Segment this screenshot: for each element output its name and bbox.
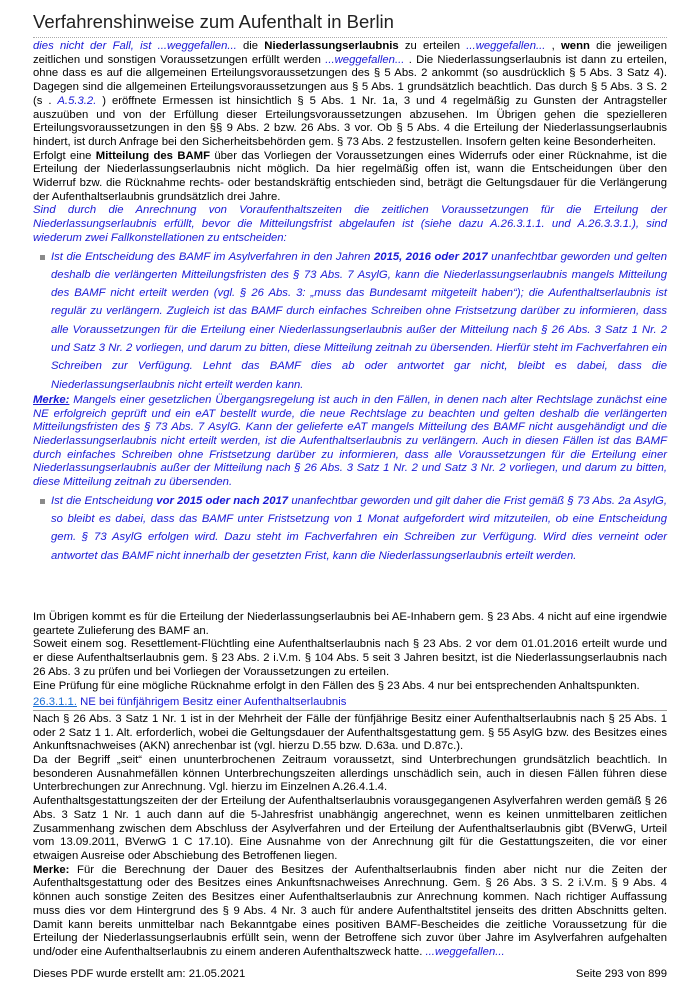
- merke-note-2: Merke: Für die Berechnung der Dauer des Besitzes der Aufenthaltserlaubnis finden aber nicht nur die Zeiten der Aufenthaltsgestattung oder des Besitzes eines Ankunftsnachweises Anrechnung. Gem. § 26 Abs. 3 S. 2 i.V.m. § 9 Abs. 4 können auch sonstige Zeiten des Besitzes einer Aufenthaltserlaubnis zur Anrechnung kommen. Nach richtiger Auffassung muss dies vor dem Hintergrund des § 9 Abs. 4 Nr. 3 auch für andere Aufenthaltstitel jenseits des dritten Abschnitts gelten. Damit kann bereits unmittelbar nach Bekanntgabe eines positiven BAMF-Bescheides die zeitliche Voraussetzung für die Erteilung der Niederlassungserlaubnis erfüllt sein, wenn der Betroffene sich zuvor über Jahre im Asylverfahren aufgehalten und/oder eine Aufenthaltserlaubnis zu einem anderen Aufenthaltszweck hatte. ...weggefallen...: [33, 863, 667, 958]
- paragraph-2: Erfolgt eine Mitteilung des BAMF über das Vorliegen der Voraussetzungen eines Widerrufs oder einer Rücknahme, ist die Erteilung der Niederlassungserlaubnis nicht möglich. Da hier regelmäßig offen ist, wann die Entscheidungen über den Widerruf bzw. die Rücknahme rechts- oder bestandskräftig entschieden sind, beträgt die Geltungsdauer für die Verlängerung der Aufenthaltserlaubnis grundsätzlich drei Jahre.: [33, 149, 667, 203]
- paragraph-7: Nach § 26 Abs. 3 Satz 1 Nr. 1 ist in der Mehrheit der Fälle der fünfjährige Besitz einer Aufenthaltserlaubnis nach § 25 Abs. 1 oder 2 Satz 1 1. Alt. erforderlich, wobei die Geltungsdauer der Aufenthaltsgestattung gem. § 55 AsylG bzw. des Besitzes eines Ankunftsnachweises (AKN) anrechenbar ist (vgl. hierzu D.55 bzw. D.63a. und D.87c.).: [33, 712, 667, 753]
- section-heading: [33, 696, 667, 711]
- paragraph-8: Da der Begriff „seit“ einen ununterbrochenen Zeitraum voraussetzt, sind Unterbrechungen grundsätzlich beachtlich. In besonderen Ausnahmefällen können Unterbrechungszeiten allerdings unschädlich sein, auch in diesen Fällen führen diese Unterbrechungen zur Anrechnung. Vgl. hierzu im Einzelnen A.26.4.1.4.: [33, 754, 667, 794]
- weggefallen-link-4[interactable]: ...weggefallen...: [425, 945, 505, 958]
- section-number-link[interactable]: 26.3.1.1.: [33, 696, 77, 709]
- merke-label: Merke:: [33, 393, 70, 406]
- paragraph-3: Sind durch die Anrechnung von Voraufenthaltszeiten die zeitlichen Voraussetzungen für die Erteilung der Niederlassungserlaubnis erfüllt, bevor die Mitteilungsfrist abgelaufen ist (siehe dazu A.26.3.1.1. und A.26.3.3.1.), sind wiederum zwei Fallkonstellationen zu entscheiden:: [33, 204, 667, 244]
- reference-link-a532[interactable]: A.5.3.2.: [57, 94, 97, 107]
- case-list-2: [33, 492, 667, 565]
- page-footer: [33, 968, 667, 982]
- paragraph-6: Eine Prüfung für eine mögliche Rücknahme erfolgt in den Fällen des § 23 Abs. 4 nur bei entsprechenden Anhaltspunkten.: [33, 679, 640, 692]
- weggefallen-link-3[interactable]: ...weggefallen...: [325, 53, 405, 66]
- pdf-created-date: Dieses PDF wurde erstellt am: 21.05.2021: [33, 968, 246, 980]
- document-page: [33, 10, 667, 960]
- page-header-title: Verfahrenshinweise zum Aufenthalt in Berlin: [33, 10, 667, 38]
- merke-label: Merke:: [33, 863, 70, 876]
- section-title: NE bei fünfjährigem Besitz einer Aufenthaltserlaubnis: [76, 696, 347, 709]
- list-item: Ist die Entscheidung vor 2015 oder nach 2017 unanfechtbar geworden und gilt daher die Frist gemäß § 73 Abs. 2a AsylG, so bleibt es dabei, dass das BAMF unter Fristsetzung von 1 Monat aufgefordert wird mitzuteilen, ob eine Entscheidung gem. § 73 AsylG erfolgen wird. Dazu steht im Fachverfahren ein Schreiben zur Verfügung. Wird dies verneint oder antwortet das BAMF nicht innerhalb der gesetzten Frist, kann die Niederlassungserlaubnis erteilt werden.: [45, 492, 667, 565]
- weggefallen-link-1[interactable]: dies nicht der Fall, ist ...weggefallen...: [33, 40, 237, 52]
- paragraph-4: Im Übrigen kommt es für die Erteilung der Niederlassungserlaubnis bei AE-Inhabern gem. § 23 Abs. 4 nicht auf eine irgendwie geartete Zulieferung des BAMF an.: [33, 611, 667, 637]
- page-number: Seite 293 von 899: [575, 968, 667, 980]
- weggefallen-link-2[interactable]: ...weggefallen...: [466, 40, 546, 52]
- list-item: Ist die Entscheidung des BAMF im Asylverfahren in den Jahren 2015, 2016 oder 2017 unanfechtbar geworden und gelten deshalb die verlängerten Mitteilungsfristen des § 73 Abs. 7 AsylG, kann die Niederlassungserlaubnis mangels Mitteilung des BAMF nicht erteilt werden (vgl. § 26 Abs. 3: „muss das Bundesamt mitgeteilt haben“); die Aufenthaltserlaubnis ist regulär zu verlängern. Zugleich ist das BAMF durch einfaches Schreiben ohne Fristsetzung darüber zu informieren, dass alle Voraussetzungen für die Erteilung einer Niederlassungserlaubnis außer der Mitteilung nach § 26 Abs. 3 Satz 1 Nr. 2 und Satz 3 Nr. 2 vorliegen, und darum zu bitten, diese Mitteilung zeitnah zu übersenden. Hierfür steht im Fachverfahren ein Schreiben zur Verfügung. Lehnt das BAMF dies ab oder antwortet gar nicht, bleibt es dabei, dass die Niederlassungserlaubnis nicht erteilt werden kann.: [45, 248, 667, 394]
- merke-note-1: Merke: Mangels einer gesetzlichen Übergangsregelung ist auch in den Fällen, in denen nach alter Rechtslage zunächst eine NE erfolgreich geprüft und ein eAT bestellt wurde, die neue Rechtslage zu beachten und gelten deshalb die verlängerten Mitteilungsfristen des § 73 Abs. 7 AsylG. Kann der gelieferte eAT mangels Mitteilung des BAMF nicht ausgehändigt und die Niederlassungserlaubnis nicht erteilt werden, ist die Aufenthaltserlaubnis zu verlängern. Auch in diesen Fällen ist das BAMF durch einfaches Schreiben ohne Fristsetzung darüber zu informieren, dass alle Voraussetzungen für die Erteilung einer Niederlassungserlaubnis außer der Mitteilung nach § 26 Abs. 3 Satz 1 Nr. 2 und Satz 3 Nr. 2 vorliegen, und darum zu bitten, diese Mitteilung zeitnah zu übersenden.: [33, 393, 667, 489]
- case-list-1: [33, 248, 667, 394]
- paragraph-1: dies nicht der Fall, ist ...weggefallen... die Niederlassungserlaubnis zu erteilen ...weggefallen... , wenn die jeweiligen zeitlichen und sonstigen Voraussetzungen erfüllt werden ...weggefallen... . Die Niederlassungserlaubnis ist dann zu erteilen, ohne dass es auf die allgemeinen Erteilungsvoraussetzungen des § 5 Abs. 2 ankommt (so ausdrücklich § 5 Abs. 3 Satz 4). Dagegen sind die allgemeinen Erteilungsvoraussetzungen aus § 5 Abs. 1 grundsätzlich beachtlich. Das durch § 5 Abs. 3 S. 2 (s . A.5.3.2. ) eröffnete Ermessen ist hinsichtlich § 5 Abs. 1 Nr. 1a, 3 und 4 regelmäßig zu Gunsten der Antragsteller auszuüben und von der Erfüllung dieser Erteilungsvoraussetzungen abzusehen. Im Übrigen gehen die spezielleren Erteilungsvoraussetzungen in den §§ 9 Abs. 2 bzw. 26 Abs. 3 vor. Ob § 5 Abs. 4 die Erteilung der Niederlassungserlaubnis hindert, ist durch Anfrage bei den Sicherheitsbehörden gem. § 73 Abs. 2 festzustellen. Insofern gelten keine Besonderheiten.: [33, 40, 667, 148]
- paragraph-5: Soweit einem sog. Resettlement-Flüchtling eine Aufenthaltserlaubnis nach § 23 Abs. 2 vor dem 01.01.2016 erteilt wurde und er diese Aufenthaltserlaubnis gem. § 23 Abs. 2 i.V.m. § 104 Abs. 5 seit 3 Jahren besitzt, ist die Niederlassungserlaubnis nach 26 Abs. 3 zu prüfen und bei Vorliegen der Voraussetzungen zu erteilen.: [33, 638, 667, 678]
- paragraph-9: Aufenthaltsgestattungszeiten der der Erteilung der Aufenthaltserlaubnis vorausgegangenen Asylverfahren werden gemäß § 26 Abs. 3 Satz 1 Nr. 1 auch dann auf die 5-Jahresfrist unabhängig angerechnet, wenn es keinen unmittelbaren zeitlichen Zusammenhang zwischen dem Abschluss der Asylverfahren und der Erteilung der Aufenthaltserlaubnis gibt (BVerwG, Urteil vom 13.09.2011, BVerwG 1 C 17.10). Eine Ausnahme von der Anrechnung gilt für die Gestattungszeiten, die vor einer etwaigen Ausreise oder Abschiebung des Betroffenen liegen.: [33, 795, 667, 862]
